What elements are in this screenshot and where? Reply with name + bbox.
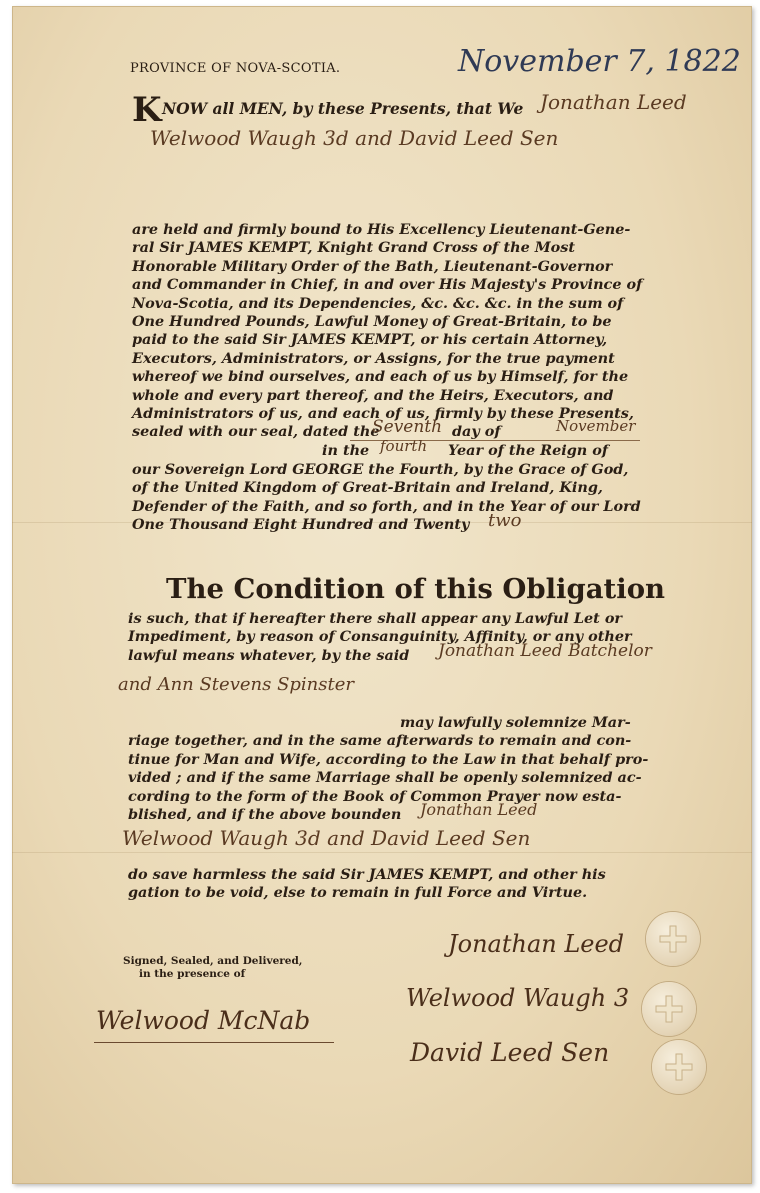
reign-prefix: in the <box>322 442 370 459</box>
sealed-day: Seventh <box>372 417 443 437</box>
paper-seal <box>646 912 700 966</box>
said-name-2: and Ann Stevens Spinster <box>118 674 354 695</box>
closing-line: gation to be void, else to remain in full Force and Virtue. <box>128 884 588 902</box>
bond-line: whole and every part thereof, and the Heirs, Executors, and <box>132 386 614 404</box>
reign-year: fourth <box>380 437 428 455</box>
drop-cap: K <box>132 90 162 130</box>
condition-line: is such, that if hereafter there shall appear any Lawful Let or <box>128 610 623 627</box>
seal-cross-icon <box>658 924 688 954</box>
fold-line <box>12 852 752 853</box>
condition-title: The Condition of this Obligation <box>166 573 666 605</box>
year-word: two <box>488 510 522 531</box>
sealed-month: November <box>556 417 636 435</box>
bond-line: of the United Kingdom of Great-Britain and Ireland, King, <box>132 479 603 497</box>
witness-signature-line <box>94 1042 334 1043</box>
sealed-line-mid: day of <box>452 423 501 440</box>
bond-line: and Commander in Chief, in and over His Majesty's Province of <box>132 276 643 294</box>
marriage-line: riage together, and in the same afterwards to remain and con- <box>128 732 632 750</box>
bond-line: paid to the said Sir JAMES KEMPT, or his certain Attorney, <box>132 331 608 349</box>
condition-line: Impediment, by reason of Consanguinity, Affinity, or any other <box>128 628 632 646</box>
witness-label-line: Signed, Sealed, and Delivered, <box>123 955 303 967</box>
bond-line: Nova-Scotia, and its Dependencies, &c. &c. &c. in the sum of <box>132 294 624 312</box>
marriage-paragraph <box>128 714 648 806</box>
bond-line: are held and firmly bound to His Excellency Lieutenant-Gene- <box>132 221 631 238</box>
witness-signature: Welwood McNab <box>96 1006 311 1035</box>
said-name: Jonathan Leed Batchelor <box>438 641 652 661</box>
date-annotation: November 7, 1822 <box>458 44 741 79</box>
bond-line: Executors, Administrators, or Assigns, for the true payment <box>132 349 615 367</box>
seal-cross-icon <box>664 1052 694 1082</box>
year-line: One Thousand Eight Hundred and Twenty <box>132 516 470 533</box>
bond-line: our Sovereign Lord GEORGE the Fourth, by the Grace of God, <box>132 461 629 478</box>
paper-seal <box>652 1040 706 1094</box>
bounden-name-1: Jonathan Leed <box>540 90 687 114</box>
signature-1: Jonathan Leed <box>448 930 625 958</box>
bond-line: ral Sir JAMES KEMPT, Knight Grand Cross of the Most <box>132 239 576 257</box>
bounden-again-1: Jonathan Leed <box>420 800 538 819</box>
bond-line: Defender of the Faith, and so forth, and in the Year of our Lord <box>132 497 641 515</box>
bond-line: whereof we bind ourselves, and each of us by Himself, for the <box>132 368 629 386</box>
sealed-line-prefix: sealed with our seal, dated the <box>132 423 380 440</box>
marriage-line: may lawfully solemnize Mar- <box>400 714 631 731</box>
bond-line: Administrators of us, and each of us, firmly by these Presents, <box>132 405 634 423</box>
bond-paragraph <box>132 221 642 423</box>
bounden-again-2: Welwood Waugh 3d and David Leed Sen <box>122 826 531 850</box>
signature-2: Welwood Waugh 3 <box>406 984 630 1012</box>
witness-label-line: in the presence of <box>139 968 246 980</box>
said-prefix: lawful means whatever, by the said <box>128 647 410 664</box>
reign-suffix: Year of the Reign of <box>448 442 609 459</box>
bond-paragraph-cont <box>132 461 641 516</box>
seal-cross-icon <box>654 994 684 1024</box>
marriage-line: vided ; and if the same Marriage shall be openly solemnized ac- <box>128 769 642 787</box>
bond-line: Honorable Military Order of the Bath, Lieutenant-Governor <box>132 257 613 275</box>
bounden-name-2: Welwood Waugh 3d and David Leed Sen <box>150 126 559 150</box>
province-heading: PROVINCE OF NOVA-SCOTIA. <box>130 61 341 76</box>
closing-paragraph <box>128 866 606 903</box>
bond-line: One Hundred Pounds, Lawful Money of Great-Britain, to be <box>132 313 612 331</box>
marriage-line: cording to the form of the Book of Common Prayer now esta- <box>128 787 622 805</box>
witness-label <box>123 955 302 981</box>
opening-line: NOW all MEN, by these Presents, that We <box>162 99 524 118</box>
signature-3: David Leed Sen <box>410 1038 610 1067</box>
bounden-prefix: blished, and if the above bounden <box>128 806 402 823</box>
paper-seal <box>642 982 696 1036</box>
marriage-line: tinue for Man and Wife, according to the Law in that behalf pro- <box>128 750 649 768</box>
closing-line: do save harmless the said Sir JAMES KEMPT, and other his <box>128 866 606 883</box>
